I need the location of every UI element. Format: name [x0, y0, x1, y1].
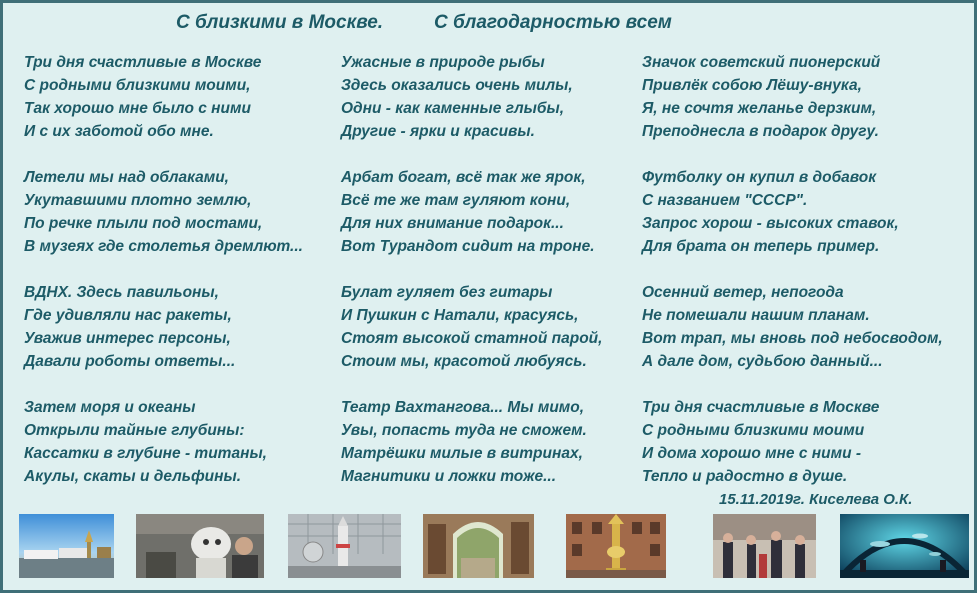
stanza — [24, 281, 303, 373]
poem-line: Привлёк собою Лёшу-внука, — [642, 77, 862, 94]
stanza — [642, 281, 943, 373]
poem-line: Укутавшими плотно землю, — [24, 192, 252, 209]
poem-line: С родными близкими моими — [642, 422, 865, 439]
oceanarium-photo — [840, 514, 969, 578]
poem-line: Другие - ярки и красивы. — [341, 123, 535, 140]
stanza — [341, 166, 602, 258]
poem-line: Увы, попасть туда не сможем. — [341, 422, 587, 439]
poem-line: Преподнесла в подарок другу. — [642, 123, 879, 140]
signature: 15.11.2019г. Киселева О.К. — [719, 491, 913, 508]
poem-line: Вот Турандот сидит на троне. — [341, 238, 595, 255]
stanza — [24, 396, 303, 488]
poem-line: Затем моря и океаны — [24, 399, 196, 416]
space-pavilion-photo — [288, 514, 401, 578]
poem-line: Вот трап, мы вновь под небосводом, — [642, 330, 943, 347]
poem-line: А дале дом, судьбою данный... — [642, 353, 883, 370]
river-boats-photo — [19, 514, 114, 578]
poem-line: С родными близкими моими, — [24, 77, 251, 94]
poem-line: Для них внимание подарок... — [341, 215, 564, 232]
stanza — [341, 281, 602, 373]
title-part-2: С благодарностью всем — [434, 12, 672, 33]
poem-line: Осенний ветер, непогода — [642, 284, 844, 301]
poem-line: С названием "СССР". — [642, 192, 808, 209]
stanza — [642, 396, 943, 488]
poem-line: Здесь оказались очень милы, — [341, 77, 573, 94]
poem-line: Я, не сочтя желанье дерзким, — [642, 100, 877, 117]
poem-line: Три дня счастливые в Москве — [24, 54, 262, 71]
poem-line: Запрос хорош - высоких ставок, — [642, 215, 899, 232]
poem-line: Открыли тайные глубины: — [24, 422, 245, 439]
park-arch-photo — [423, 514, 534, 578]
poem-column-2 — [341, 51, 602, 511]
stanza — [341, 396, 602, 488]
poem-line: Уважив интерес персоны, — [24, 330, 231, 347]
poem-line: ВДНХ. Здесь павильоны, — [24, 284, 219, 301]
poem-line: Матрёшки милые в витринах, — [341, 445, 583, 462]
poem-line: Для брата он теперь пример. — [642, 238, 880, 255]
stanza — [642, 166, 943, 258]
robot-exhibit-photo — [136, 514, 264, 578]
poem-line: Театр Вахтангова... Мы мимо, — [341, 399, 585, 416]
poem-line: Тепло и радостно в душе. — [642, 468, 848, 485]
poem-line: Кассатки в глубине - титаны, — [24, 445, 267, 462]
poem-line: Стоим мы, красотой любуясь. — [341, 353, 587, 370]
poem-line: Так хорошо мне было с ними — [24, 100, 251, 117]
poem-line: По речке плыли под мостами, — [24, 215, 263, 232]
poem-line: Давали роботы ответы... — [24, 353, 236, 370]
poem-line: Всё те же там гуляют кони, — [341, 192, 571, 209]
arbat-street-photo — [566, 514, 666, 578]
poem-line: Магнитики и ложки тоже... — [341, 468, 557, 485]
poem-line: Одни - как каменные глыбы, — [341, 100, 565, 117]
stanza — [24, 51, 303, 143]
poem-line: Три дня счастливые в Москве — [642, 399, 880, 416]
stanza — [341, 51, 602, 143]
poem-line: Арбат богат, всё так же ярок, — [341, 169, 586, 186]
poem-line: И с их заботой обо мне. — [24, 123, 214, 140]
poem-line: Значок советский пионерский — [642, 54, 881, 71]
poem-line: Акулы, скаты и дельфины. — [24, 468, 242, 485]
poem-line: В музеях где столетья дремлют... — [24, 238, 303, 255]
poem-line: Ужасные в природе рыбы — [341, 54, 545, 71]
poem-line: Летели мы над облаками, — [24, 169, 229, 186]
poem-line: Булат гуляет без гитары — [341, 284, 553, 301]
stanza — [642, 51, 943, 143]
poem-line: Где удивляли нас ракеты, — [24, 307, 232, 324]
street-crowd-photo — [713, 514, 816, 578]
title-part-1: С близкими в Москве. — [176, 12, 384, 33]
poem-line: И дома хорошо мне с ними - — [642, 445, 862, 462]
poem-column-1 — [24, 51, 303, 511]
poem-line: И Пушкин с Натали, красуясь, — [341, 307, 579, 324]
poem-line: Стоят высокой статной парой, — [341, 330, 603, 347]
stanza — [24, 166, 303, 258]
poem-line: Не помешали нашим планам. — [642, 307, 870, 324]
poem-line: Футболку он купил в добавок — [642, 169, 877, 186]
poem-column-3 — [642, 51, 943, 511]
